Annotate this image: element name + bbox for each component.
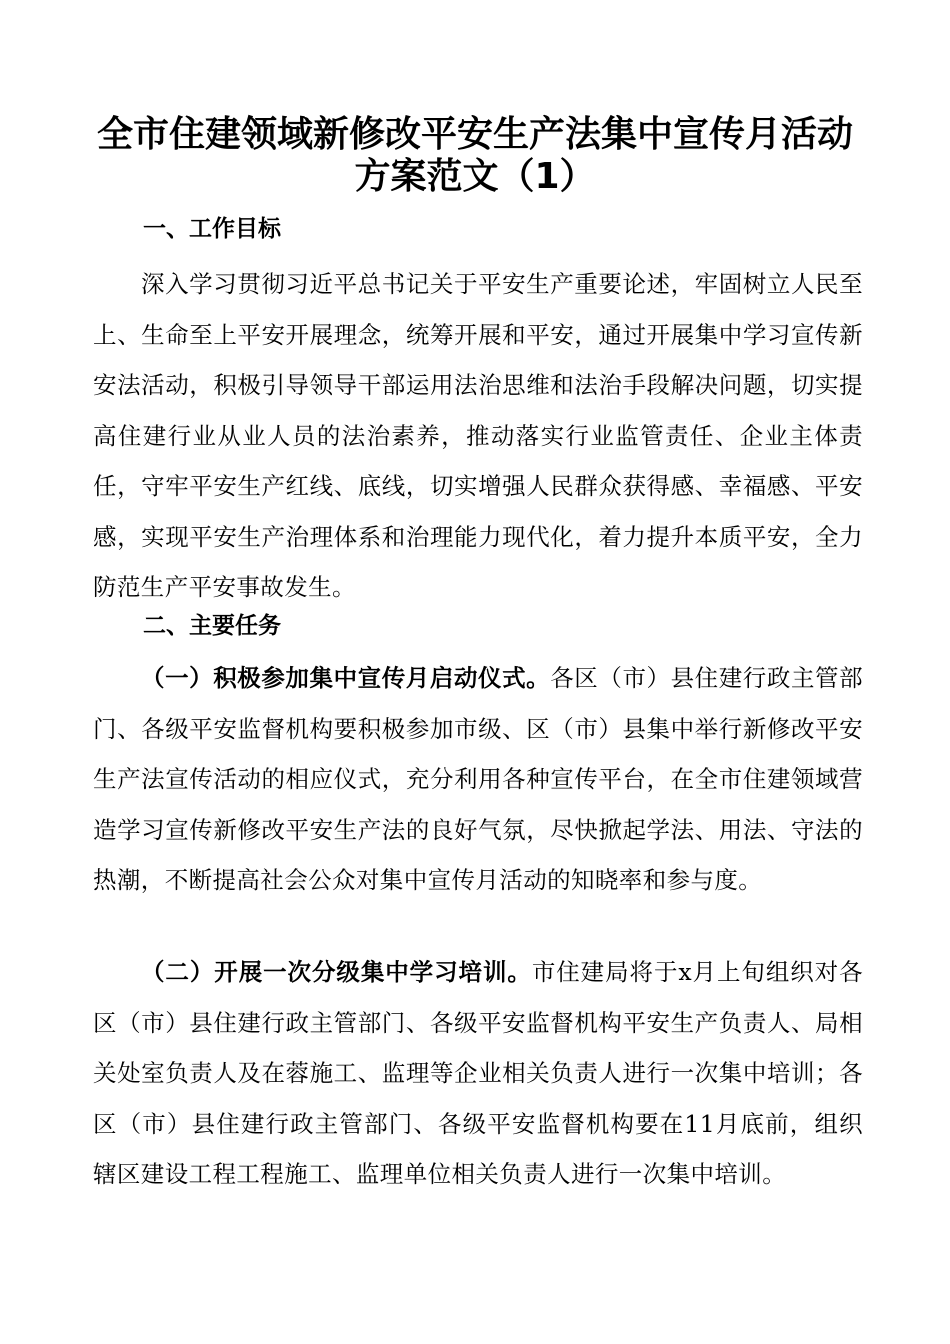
paragraph-task-1-lead: （一）积极参加集中宣传月启动仪式。 <box>141 664 551 692</box>
paragraph-goals-text: 深入学习贯彻习近平总书记关于平安生产重要论述，牢固树立人民至上、生命至上平安开展理念，统筹开展和平安，通过开展集中学习宣传新安法活动，积极引导领导干部运用法治思维和法治手段解决问题，切实提高住建行业从业人员的法治素养，推动落实行业监管责任、企业主体责任，守牢平安生产红线、底线，切实增强人民群众获得感、幸福感、平安感，实现平安生产治理体系和治理能力现代化，着力提升本质平安，全力防范生产平安事故发生。 <box>93 270 863 601</box>
paragraph-task-1-text: 各区（市）县住建行政主管部门、各级平安监督机构要积极参加市级、区（市）县集中举行新修改平安生产法宣传活动的相应仪式，充分利用各种宣传平台，在全市住建领域营造学习宣传新修改平安生产法的良好气氛，尽快掀起学法、用法、守法的热潮，不断提高社会公众对集中宣传月活动的知晓率和参与度。 <box>93 664 863 894</box>
section-heading-goals: 一、工作目标 <box>143 216 281 242</box>
paragraph-goals <box>93 259 863 613</box>
paragraph-task-1 <box>93 653 863 906</box>
paragraph-task-2-lead: （二）开展一次分级集中学习培训。 <box>141 958 532 986</box>
section-heading-tasks: 二、主要任务 <box>143 613 281 639</box>
paragraph-task-2-text: 市住建局将于x月上旬组织对各区（市）县住建行政主管部门、各级平安监督机构平安生产负责人、局相关处室负责人及在蓉施工、监理等企业相关负责人进行一次集中培训；各区（市）县住建行政主管部门、各级平安监督机构要在11月底前，组织辖区建设工程工程施工、监理单位相关负责人进行一次集中培训。 <box>93 958 863 1188</box>
document-title-line-1: 全市住建领域新修改平安生产法集中宣传月活动 <box>96 114 853 155</box>
paragraph-task-2 <box>93 947 863 1200</box>
document-title-line-2: 方案范文（1） <box>354 156 596 197</box>
